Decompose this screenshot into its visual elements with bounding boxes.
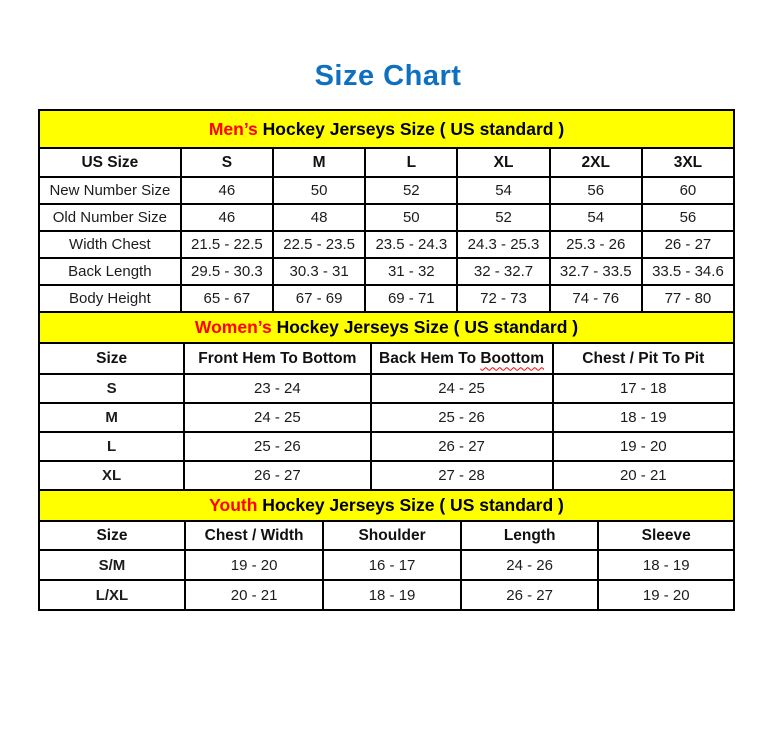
table-cell: 77 - 80 — [642, 285, 734, 312]
column-header: Front Hem To Bottom — [184, 343, 370, 374]
youth-section-header-row — [39, 490, 734, 521]
page-title: Size Chart — [314, 60, 462, 92]
table-row — [39, 204, 734, 231]
table-cell: 32.7 - 33.5 — [550, 258, 642, 285]
column-header: Sleeve — [598, 521, 734, 550]
table-cell: 30.3 - 31 — [273, 258, 365, 285]
table-cell: 24.3 - 25.3 — [457, 231, 549, 258]
column-header: Chest / Pit To Pit — [553, 343, 734, 374]
column-header — [371, 343, 553, 374]
row-label: New Number Size — [39, 177, 181, 204]
row-label: Back Length — [39, 258, 181, 285]
row-label: M — [39, 403, 184, 432]
column-header: Shoulder — [323, 521, 461, 550]
table-cell: 24 - 25 — [184, 403, 370, 432]
table-cell: 26 - 27 — [461, 580, 599, 610]
youth-section-title-accent: Youth — [209, 495, 258, 515]
table-row — [39, 177, 734, 204]
table-cell: 21.5 - 22.5 — [181, 231, 273, 258]
table-cell: 20 - 21 — [185, 580, 323, 610]
mens-column-header-row — [39, 148, 734, 177]
table-cell: 54 — [550, 204, 642, 231]
table-cell: 25.3 - 26 — [550, 231, 642, 258]
table-cell: 16 - 17 — [323, 550, 461, 580]
row-label: Width Chest — [39, 231, 181, 258]
table-cell: 27 - 28 — [371, 461, 553, 490]
table-cell: 26 - 27 — [184, 461, 370, 490]
table-cell: 54 — [457, 177, 549, 204]
table-cell: 74 - 76 — [550, 285, 642, 312]
table-row — [39, 432, 734, 461]
column-header: 2XL — [550, 148, 642, 177]
table-cell: 48 — [273, 204, 365, 231]
womens-column-header-row — [39, 343, 734, 374]
column-header: Size — [39, 343, 184, 374]
table-cell: 24 - 26 — [461, 550, 599, 580]
misspelled-word: Boottom — [480, 349, 545, 367]
womens-section-title — [39, 312, 734, 343]
table-cell: 32 - 32.7 — [457, 258, 549, 285]
mens-section-title-accent: Men’s — [208, 118, 258, 139]
table-row — [39, 461, 734, 490]
column-header: Size — [39, 521, 185, 550]
table-cell: 33.5 - 34.6 — [642, 258, 734, 285]
row-label: S — [39, 374, 184, 403]
table-cell: 18 - 19 — [553, 403, 734, 432]
table-cell: 19 - 20 — [185, 550, 323, 580]
table-cell: 60 — [642, 177, 734, 204]
column-header: M — [273, 148, 365, 177]
mens-size-table — [38, 109, 735, 313]
column-header: S — [181, 148, 273, 177]
table-cell: 52 — [365, 177, 457, 204]
mens-section-title — [39, 110, 734, 148]
row-label: Old Number Size — [39, 204, 181, 231]
table-cell: 56 — [642, 204, 734, 231]
table-cell: 23 - 24 — [184, 374, 370, 403]
table-cell: 56 — [550, 177, 642, 204]
table-cell: 50 — [273, 177, 365, 204]
table-cell: 25 - 26 — [184, 432, 370, 461]
womens-section-header-row — [39, 312, 734, 343]
table-cell: 65 - 67 — [181, 285, 273, 312]
youth-column-header-row — [39, 521, 734, 550]
column-header: US Size — [39, 148, 181, 177]
table-row — [39, 550, 734, 580]
table-cell: 24 - 25 — [371, 374, 553, 403]
table-cell: 18 - 19 — [323, 580, 461, 610]
table-cell: 19 - 20 — [553, 432, 734, 461]
womens-section-title-accent: Women’s — [194, 317, 272, 337]
table-cell: 50 — [365, 204, 457, 231]
table-cell: 26 - 27 — [371, 432, 553, 461]
table-cell: 17 - 18 — [553, 374, 734, 403]
table-cell: 26 - 27 — [642, 231, 734, 258]
row-label: Body Height — [39, 285, 181, 312]
column-header: Length — [461, 521, 599, 550]
table-cell: 25 - 26 — [371, 403, 553, 432]
table-cell: 46 — [181, 204, 273, 231]
table-row — [39, 285, 734, 312]
row-label: S/M — [39, 550, 185, 580]
table-cell: 72 - 73 — [457, 285, 549, 312]
mens-section-title-rest: Hockey Jerseys Size ( US standard ) — [257, 118, 565, 139]
row-label: L/XL — [39, 580, 185, 610]
row-label: L — [39, 432, 184, 461]
table-row — [39, 403, 734, 432]
table-row — [39, 374, 734, 403]
column-header: 3XL — [642, 148, 734, 177]
size-tables-container — [38, 109, 735, 611]
column-header-text: Back Hem To — [379, 349, 481, 367]
table-row — [39, 580, 734, 610]
table-cell: 22.5 - 23.5 — [273, 231, 365, 258]
mens-section-header-row — [39, 110, 734, 148]
table-cell: 29.5 - 30.3 — [181, 258, 273, 285]
youth-section-title-rest: Hockey Jerseys Size ( US standard ) — [257, 495, 564, 515]
womens-size-table — [38, 311, 735, 491]
row-label: XL — [39, 461, 184, 490]
table-cell: 19 - 20 — [598, 580, 734, 610]
table-cell: 31 - 32 — [365, 258, 457, 285]
table-cell: 52 — [457, 204, 549, 231]
table-row — [39, 231, 734, 258]
table-cell: 18 - 19 — [598, 550, 734, 580]
table-cell: 46 — [181, 177, 273, 204]
size-chart-page — [0, 60, 776, 752]
table-cell: 23.5 - 24.3 — [365, 231, 457, 258]
youth-section-title — [39, 490, 734, 521]
column-header: XL — [457, 148, 549, 177]
table-cell: 67 - 69 — [273, 285, 365, 312]
youth-size-table — [38, 489, 735, 611]
column-header: Chest / Width — [185, 521, 323, 550]
table-cell: 69 - 71 — [365, 285, 457, 312]
table-cell: 20 - 21 — [553, 461, 734, 490]
table-row — [39, 258, 734, 285]
column-header: L — [365, 148, 457, 177]
womens-section-title-rest: Hockey Jerseys Size ( US standard ) — [271, 317, 579, 337]
